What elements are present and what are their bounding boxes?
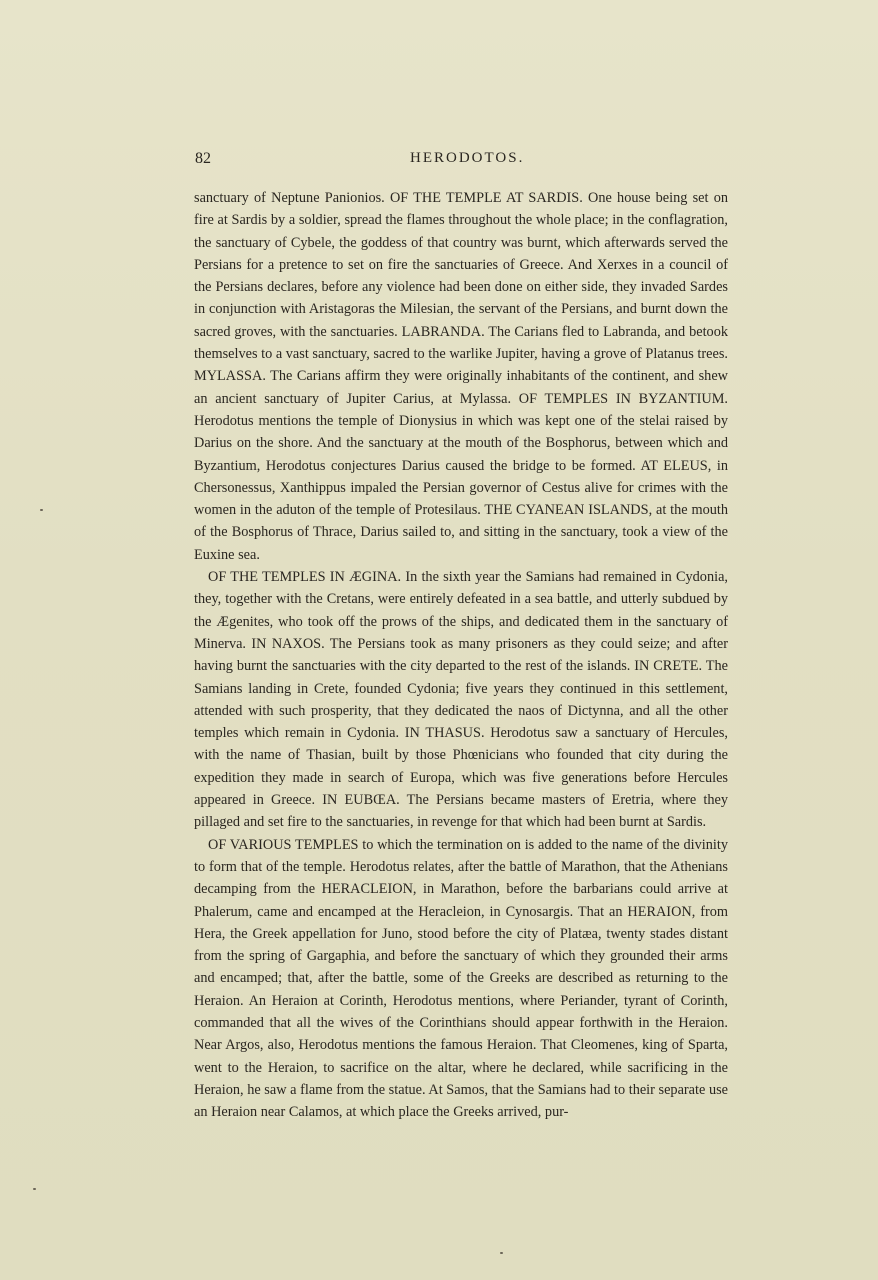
paragraph-3: OF VARIOUS TEMPLES to which the termination on is added to the name of the divinity to form that of the temple. Herodotus relates, after the battle of Marathon, that the Athenians decamping from the HERACLEION, in Marathon, before the barbarians could arrive at Phalerum, came and encamped at the Heracleion, in Cynosargis. That an HERAION, from Hera, the Greek appellation for Juno, stood before the city of Platæa, twenty stades distant from the spring of Gargaphia, and before the sanctuary of which they grounded their arms and encamped; that, after the battle, some of the Greeks are described as returning to the Heraion. An Heraion at Corinth, Herodotus mentions, where Periander, tyrant of Corinth, commanded that all the wives of the Corinthians should appear forthwith in the Heraion. Near Argos, also, Herodotus mentions the famous Heraion. That Cleomenes, king of Sparta, went to the Heraion, to sacrifice on the altar, where he declared, while sacrificing in the Heraion, he saw a flame from the statue. At Samos, that the Samians had to their separate use an Heraion near Calamos, at which place the Greeks arrived, pur-	[194, 836, 728, 1121]
paper-speck	[33, 1188, 36, 1190]
paper-speck	[40, 509, 43, 511]
paper-speck	[500, 1252, 503, 1254]
body-text	[194, 187, 728, 1123]
page-number: 82	[195, 150, 211, 167]
paragraph-1: sanctuary of Neptune Panionios. OF THE TEMPLE AT SARDIS. One house being set on fire at Sardis by a soldier, spread the flames throughout the whole place; in the conflagration, the sanctuary of Cybele, the goddess of that country was burnt, which afterwards served the Persians for a pretence to set on fire the sanctuaries of Greece. And Xerxes in a council of the Persians declares, before any violence had been done on either side, they invaded Sardes in conjunction with Aristagoras the Milesian, the servant of the Persians, and burnt down the sacred groves, with the sanctuaries. LABRANDA. The Carians fled to Labranda, and betook themselves to a vast sanctuary, sacred to the warlike Jupiter, having a grove of Platanus trees. MYLASSA. The Carians affirm they were originally inhabitants of the continent, and shew an ancient sanctuary of Jupiter Carius, at Mylassa. OF TEMPLES IN BYZANTIUM. Herodotus mentions the temple of Dionysius in which was kept one of the stelai raised by Darius on the shore. And the sanctuary at the mouth of the Bosphorus, between which and Byzantium, Herodotus conjectures Darius caused the bridge to be formed. AT ELEUS, in Chersonessus, Xanthippus impaled the Persian governor of Cestus alive for crimes with the women in the aduton of the temple of Protesilaus. THE CYANEAN ISLANDS, at the mouth of the Bosphorus of Thrace, Darius sailed to, and sitting in the sanctuary, took a view of the Euxine sea.	[194, 190, 728, 563]
page-header	[0, 150, 878, 172]
running-head: HERODOTOS.	[410, 150, 525, 166]
paragraph-2: OF THE TEMPLES IN ÆGINA. In the sixth year the Samians had remained in Cydonia, they, together with the Cretans, were entirely defeated in a sea battle, and utterly subdued by the Ægenites, who took off the prows of the ships, and dedicated them in the sanctuary of Minerva. IN NAXOS. The Persians took as many prisoners as they could seize; and after having burnt the sanctuaries with the city departed to the rest of the islands. IN CRETE. The Samians landing in Crete, founded Cydonia; five years they continued in this settlement, attended with such prosperity, that they dedicated the naos of Dictynna, and all the other temples which remain in Cydonia. IN THASUS. Herodotus saw a sanctuary of Hercules, with the name of Thasian, built by those Phœnicians who founded that city during the expedition they made in search of Europa, which was five generations before Hercules appeared in Greece. IN EUBŒA. The Persians became masters of Eretria, where they pillaged and set fire to the sanctuaries, in revenge for that which had been burnt at Sardis.	[194, 569, 728, 831]
